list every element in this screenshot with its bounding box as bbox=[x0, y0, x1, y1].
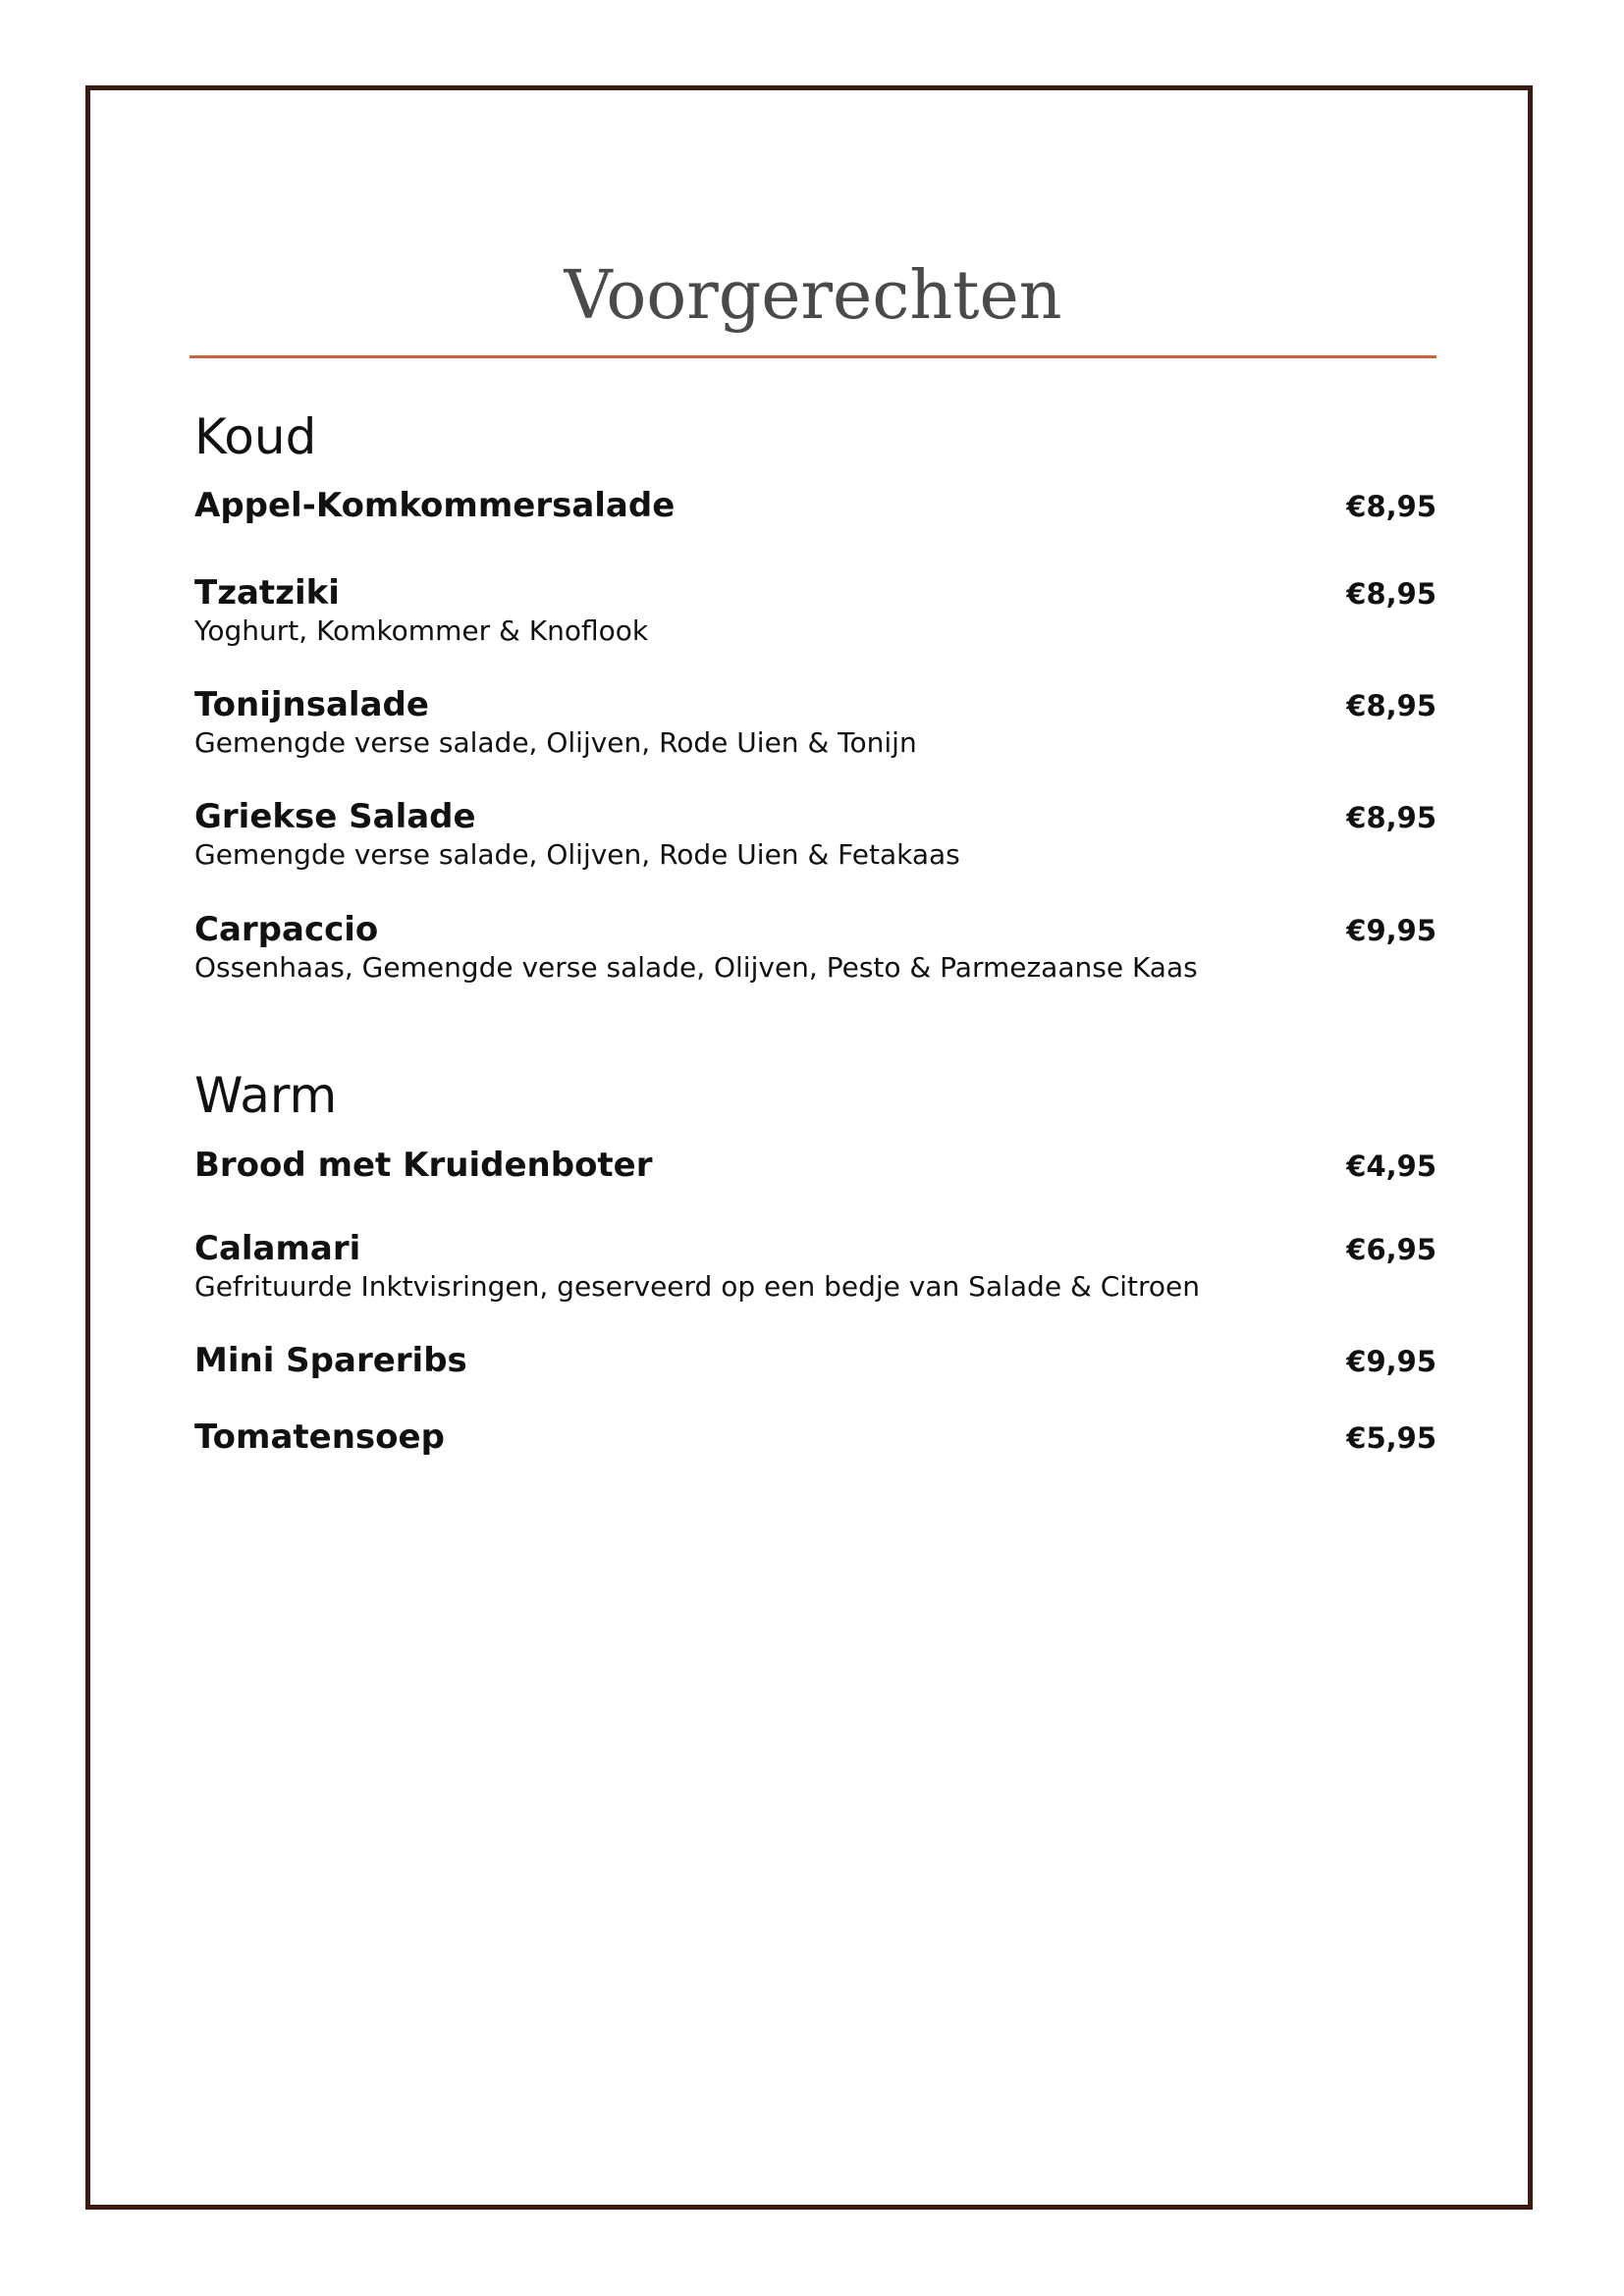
menu-item bbox=[194, 1231, 1436, 1304]
item-description: Gemengde verse salade, Olijven, Rode Uien & Fetakaas bbox=[194, 838, 960, 872]
item-name: Carpaccio bbox=[194, 910, 379, 949]
item-name: Mini Spareribs bbox=[194, 1341, 467, 1380]
item-name: Tonijnsalade bbox=[194, 685, 429, 724]
menu-item bbox=[194, 1148, 1436, 1184]
menu-item bbox=[194, 687, 1436, 760]
item-name: Tzatziki bbox=[194, 573, 340, 613]
menu-item bbox=[194, 488, 1436, 524]
item-name: Calamari bbox=[194, 1229, 361, 1268]
item-price: €5,95 bbox=[1346, 1421, 1436, 1455]
menu-item bbox=[194, 1419, 1436, 1456]
item-name: Appel-Komkommersalade bbox=[194, 486, 676, 525]
menu-item bbox=[194, 912, 1436, 985]
item-price: €8,95 bbox=[1346, 689, 1436, 722]
item-description: Ossenhaas, Gemengde verse salade, Olijven, Pesto & Parmezaanse Kaas bbox=[194, 951, 1198, 985]
item-name: Tomatensoep bbox=[194, 1417, 445, 1457]
item-price: €8,95 bbox=[1346, 801, 1436, 834]
menu-item bbox=[194, 799, 1436, 872]
item-description: Gefrituurde Inktvisringen, geserveerd op een bedje van Salade & Citroen bbox=[194, 1270, 1200, 1304]
title-divider bbox=[189, 355, 1436, 358]
item-price: €8,95 bbox=[1346, 490, 1436, 523]
item-price: €9,95 bbox=[1346, 914, 1436, 947]
item-price: €6,95 bbox=[1346, 1233, 1436, 1266]
menu-item bbox=[194, 575, 1436, 648]
item-price: €4,95 bbox=[1346, 1149, 1436, 1183]
item-name: Brood met Kruidenboter bbox=[194, 1146, 653, 1185]
item-description: Yoghurt, Komkommer & Knoflook bbox=[194, 614, 649, 648]
item-price: €9,95 bbox=[1346, 1345, 1436, 1378]
item-name: Griekse Salade bbox=[194, 797, 476, 836]
item-description: Gemengde verse salade, Olijven, Rode Uien & Tonijn bbox=[194, 726, 917, 760]
page-title: Voorgerechten bbox=[564, 257, 1062, 335]
menu-item bbox=[194, 1343, 1436, 1379]
item-price: €8,95 bbox=[1346, 577, 1436, 611]
section-heading-koud: Koud bbox=[194, 408, 317, 465]
section-heading-warm: Warm bbox=[194, 1067, 338, 1124]
